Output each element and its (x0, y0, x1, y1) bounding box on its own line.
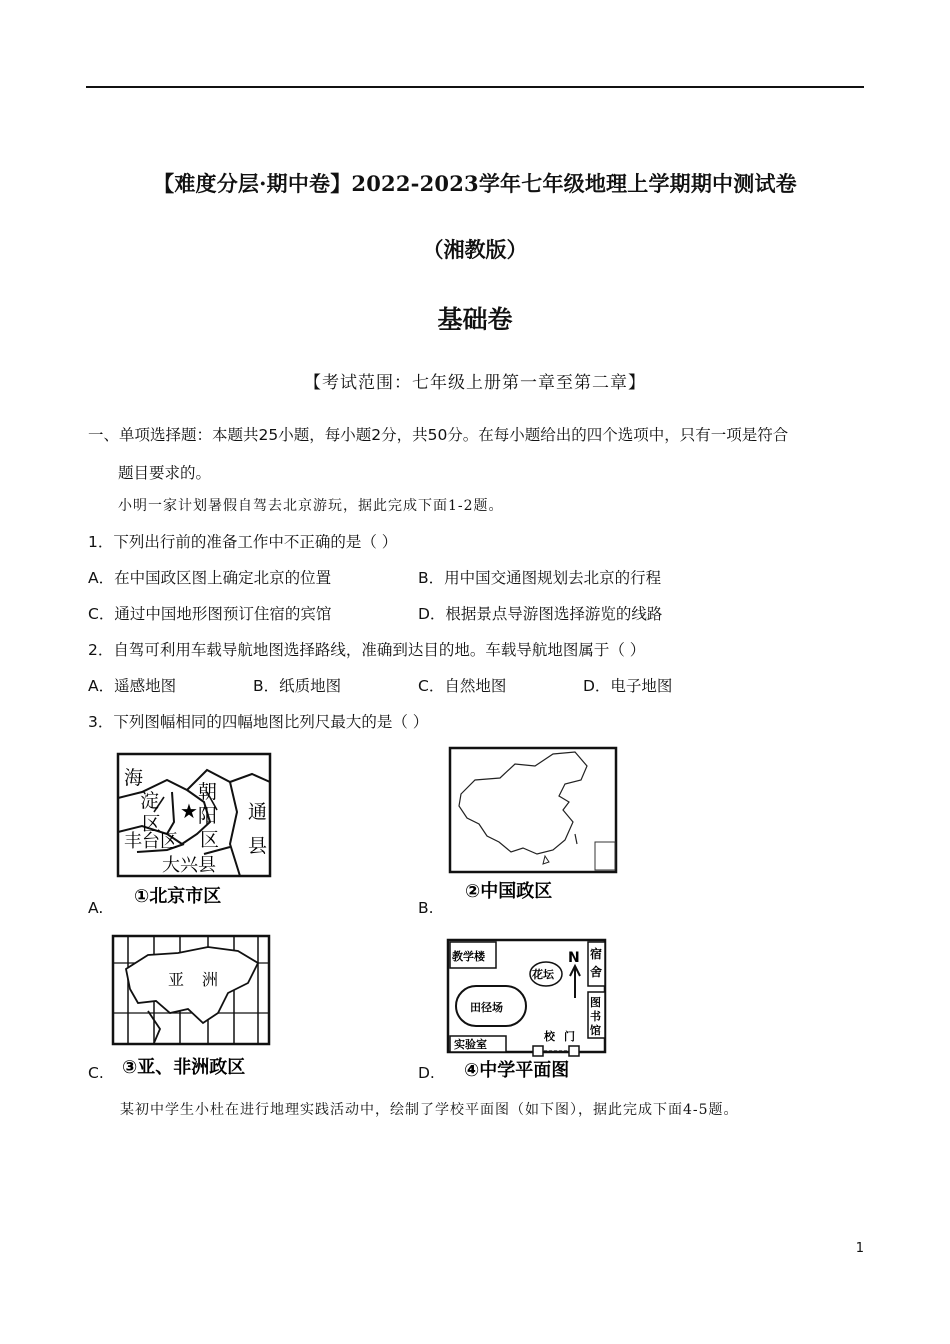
q1-option-c: C．通过中国地形图预订住宿的宾馆 (88, 605, 332, 623)
map-china-political (445, 744, 620, 904)
map3-caption: ③亚、非洲政区 (122, 1057, 246, 1078)
q3-option-d: D. (418, 1064, 435, 1082)
section1-line2: 题目要求的。 (118, 464, 212, 482)
map1-label: 通 (248, 801, 268, 823)
intro-1-2: 小明一家计划暑假自驾去北京游玩，据此完成下面1-2题。 (118, 498, 504, 514)
q2-option-b: B．纸质地图 (253, 677, 342, 695)
map1-label: 阳 (198, 805, 218, 827)
map4-label: 宿 (590, 947, 603, 961)
map4-label: 花坛 (532, 968, 554, 981)
question-3: 3．下列图幅相同的四幅地图比列尺最大的是（ ） (88, 713, 429, 731)
map1-label: 大兴县 (162, 855, 216, 876)
intro-4-5: 某初中学生小杜在进行地理实践活动中，绘制了学校平面图（如下图），据此完成下面4-5题。 (120, 1102, 739, 1118)
title-line3: 基础卷 (437, 305, 513, 334)
q1-option-d: D．根据景点导游图选择游览的线路 (418, 605, 663, 623)
map-beijing-districts (112, 752, 277, 912)
map4-label: 图 (590, 996, 601, 1009)
map4-label: 门 (564, 1030, 575, 1043)
header-rule (86, 86, 864, 88)
map-school-plan (444, 936, 614, 1084)
title-line2: （湘教版） (422, 237, 528, 262)
map4-label: 实验室 (454, 1038, 487, 1051)
map4-label: 校 (544, 1030, 555, 1043)
map4-label: 书 (590, 1010, 601, 1023)
q2-option-a: A．遥感地图 (88, 677, 177, 695)
map1-label: 淀 (140, 790, 160, 812)
question-2: 2．自驾可利用车载导航地图选择路线，准确到达目的地。车载导航地图属于（ ） (88, 641, 646, 659)
map4-label: N (568, 950, 580, 966)
map3-label: 亚 (168, 970, 185, 989)
map1-label: 朝 (198, 781, 218, 803)
map1-caption: ①北京市区 (134, 886, 222, 907)
section1-line1: 一、单项选择题：本题共25小题，每小题2分，共50分。在每小题给出的四个选项中，只有一项是符合 (88, 426, 789, 444)
capital-star-icon: ★ (180, 799, 198, 823)
map4-label: 田径场 (470, 1001, 503, 1014)
map3-label: 洲 (202, 970, 219, 989)
q3-option-a: A. (88, 899, 104, 917)
q2-option-c: C．自然地图 (418, 677, 507, 695)
page-number: 1 (855, 1241, 864, 1256)
map1-label: 丰台区 (124, 831, 178, 852)
map1-label: 区 (200, 829, 220, 851)
map-asia-africa-political (108, 933, 278, 1083)
map1-label: 县 (248, 835, 268, 857)
map4-caption: ④中学平面图 (464, 1060, 570, 1081)
map4-label: 舍 (590, 965, 603, 979)
map1-label: 区 (142, 813, 162, 835)
q3-option-c: C. (88, 1064, 104, 1082)
map1-label: 海 (124, 767, 144, 789)
map2-caption: ②中国政区 (465, 881, 553, 902)
q3-option-b: B. (418, 899, 434, 917)
q1-option-b: B．用中国交通图规划去北京的行程 (418, 569, 662, 587)
title-line1: 【难度分层·期中卷】2022-2023学年七年级地理上学期期中测试卷 (153, 171, 797, 196)
question-1: 1．下列出行前的准备工作中不正确的是（ ） (88, 533, 398, 551)
map4-label: 教学楼 (452, 950, 485, 963)
map4-label: 馆 (590, 1024, 601, 1037)
q2-option-d: D．电子地图 (583, 677, 673, 695)
exam-scope: 【考试范围：七年级上册第一章至第二章】 (304, 373, 646, 393)
q1-option-a: A．在中国政区图上确定北京的位置 (88, 569, 332, 587)
